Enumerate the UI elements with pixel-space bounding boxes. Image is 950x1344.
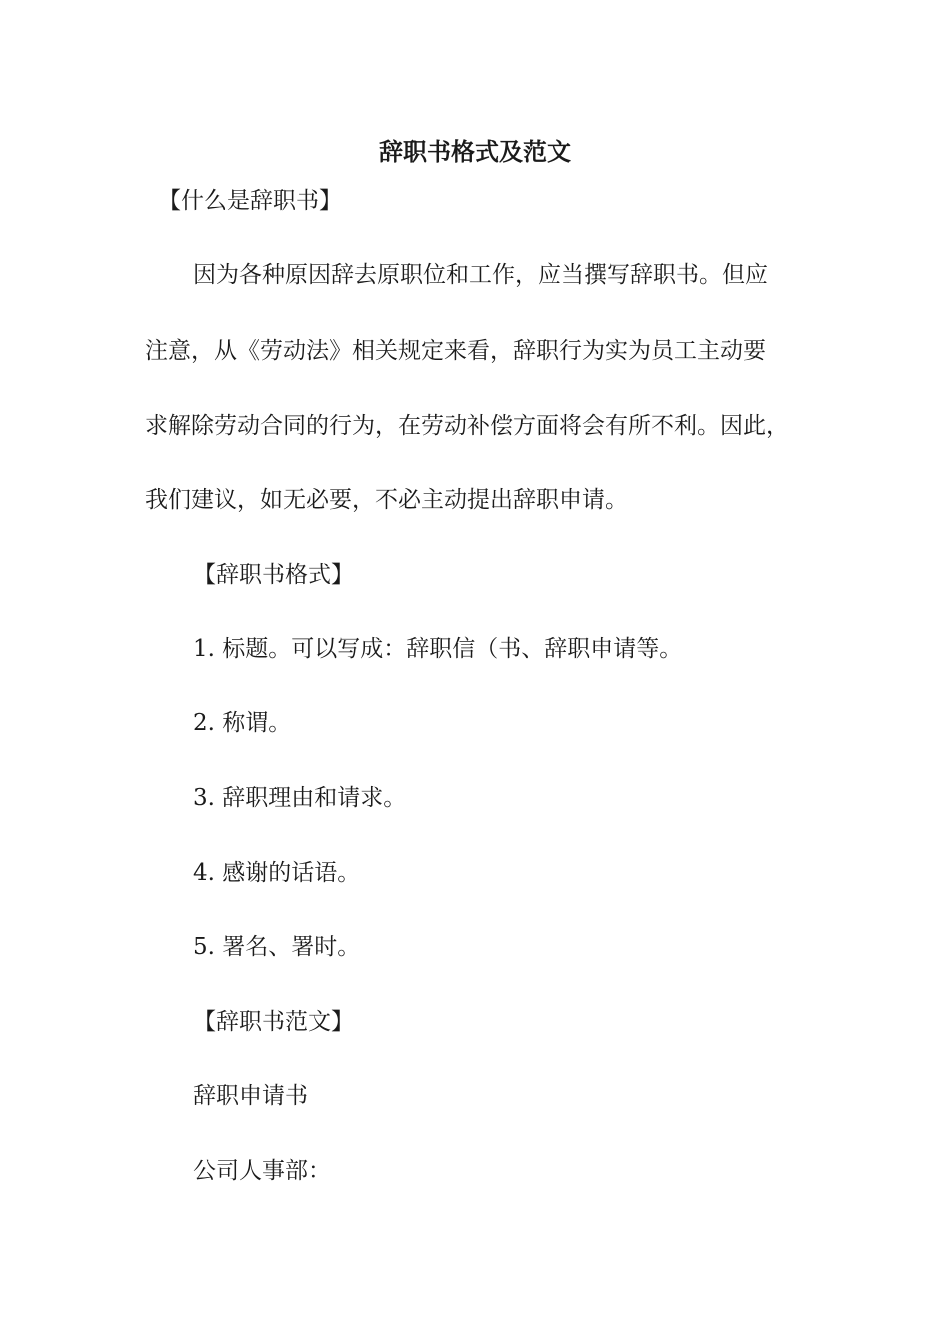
section-heading-what-is: 【什么是辞职书】 [158,188,342,214]
section-heading-sample: 【辞职书范文】 [193,1009,354,1035]
format-list-item-4: 4. 感谢的话语。 [193,860,361,886]
paragraph-line-2: 注意，从《劳动法》相关规定来看，辞职行为实为员工主动要 [145,338,766,364]
section-heading-format: 【辞职书格式】 [193,562,354,588]
format-list-item-1: 1. 标题。可以写成：辞职信（书、辞职申请等。 [193,636,683,662]
paragraph-line-1: 因为各种原因辞去原职位和工作，应当撰写辞职书。但应 [193,262,768,288]
sample-letter-salutation: 公司人事部： [193,1158,331,1184]
document-title: 辞职书格式及范文 [379,137,571,166]
format-list-item-2: 2. 称谓。 [193,710,292,736]
format-list-item-3: 3. 辞职理由和请求。 [193,785,407,811]
sample-letter-title: 辞职申请书 [193,1083,308,1109]
paragraph-line-3: 求解除劳动合同的行为，在劳动补偿方面将会有所不利。因此， [145,413,789,439]
format-list-item-5: 5. 署名、署时。 [193,934,361,960]
paragraph-line-4: 我们建议，如无必要，不必主动提出辞职申请。 [145,487,628,513]
